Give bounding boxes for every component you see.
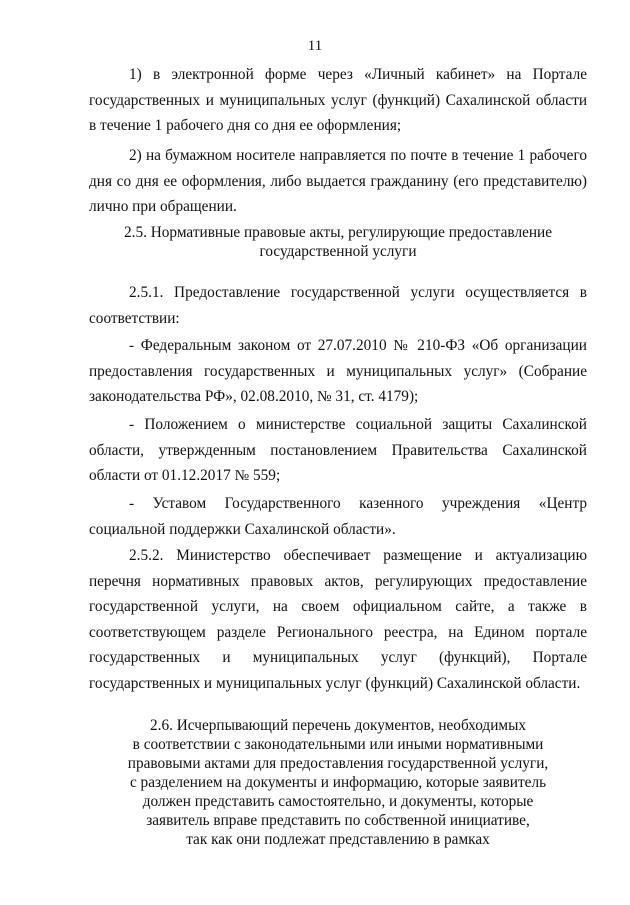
law-item-federal: - Федеральным законом от 27.07.2010 № 210-ФЗ «Об организации предоставления государственных и муниципальных услуг» (Собрание законодательства РФ», 02.08.2010, № 31, ст. 4179);	[89, 337, 587, 405]
heading-line: государственной услуги	[259, 243, 417, 260]
section-heading-2-5	[89, 223, 587, 261]
paragraph-2-5-1: 2.5.1. Предоставление государственной услуги осуществляется в соответствии:	[89, 284, 587, 327]
heading-line: правовыми актами для предоставления государственной услуги,	[127, 755, 549, 772]
heading-line: в соответствии с законодательными или иными нормативными	[132, 736, 544, 753]
heading-line: заявитель вправе представить по собственной инициативе,	[146, 812, 530, 829]
paragraph-electronic-form: 1) в электронной форме через «Личный кабинет» на Портале государственных и муниципальных услуг (функций) Сахалинской области в течение 1 рабочего дня со дня ее оформления;	[89, 66, 587, 134]
paragraph-2-5-2: 2.5.2. Министерство обеспечивает размещение и актуализацию перечня нормативных правовых актов, регулирующих предоставление государственной услуги, на своем официальном сайте, а также в соответствующем разделе Регионального реестра, на Едином портале государственных и муниципальных услуг (функций), Портале государственных и муниципальных услуг (функций) Сахалинской области.	[89, 547, 587, 692]
law-item-charter: - Уставом Государственного казенного учреждения «Центр социальной поддержки Сахалинской области».	[89, 495, 587, 538]
heading-line: с разделением на документы и информацию, которые заявитель	[129, 774, 547, 791]
heading-line: 2.6. Исчерпывающий перечень документов, необходимых	[149, 717, 527, 734]
section-heading-2-6	[89, 716, 587, 849]
heading-line: так как они подлежат представлению в рамках	[186, 831, 490, 848]
paragraph-paper-form: 2) на бумажном носителе направляется по почте в течение 1 рабочего дня со дня ее оформления, либо выдается гражданину (его представителю) лично при обращении.	[89, 147, 587, 215]
law-item-regulation: - Положением о министерстве социальной защиты Сахалинской области, утвержденным постановлением Правительства Сахалинской области от 01.12.2017 № 559;	[89, 416, 587, 484]
heading-line: 2.5. Нормативные правовые акты, регулирующие предоставление	[123, 224, 553, 241]
page-number: 11	[307, 38, 323, 54]
heading-line: должен представить самостоятельно, и документы, которые	[142, 793, 534, 810]
